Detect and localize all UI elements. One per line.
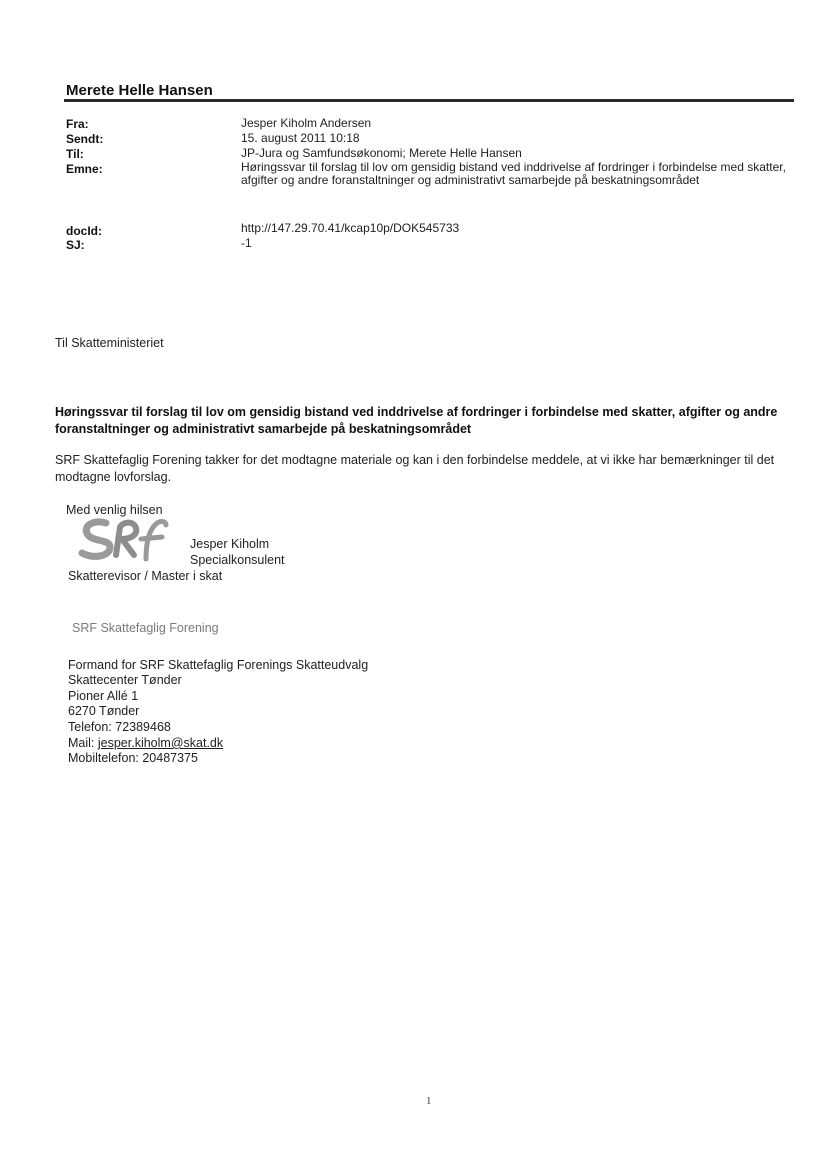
contact-mail-label: Mail:	[68, 736, 98, 750]
letter-paragraph: SRF Skattefaglig Forening takker for det modtagne materiale og kan i den forbindelse meddele, at vi ikke har bemærkninger til det modtagne lovforslag.	[55, 453, 775, 484]
signer-name: Jesper Kiholm	[190, 537, 270, 551]
docid-value: http://147.29.70.41/kcap10p/DOK545733	[241, 221, 460, 235]
signer-credentials: Skatterevisor / Master i skat	[68, 569, 223, 583]
sent-label: Sendt:	[66, 132, 104, 146]
email-link[interactable]: jesper.kiholm@skat.dk	[97, 736, 224, 750]
mailbox-owner-name: Merete Helle Hansen	[66, 82, 213, 99]
closing: Med venlig hilsen	[66, 503, 163, 517]
from-label: Fra:	[66, 117, 89, 131]
to-value: JP-Jura og Samfundsøkonomi; Merete Helle Hansen	[241, 146, 522, 160]
sj-value: -1	[241, 236, 252, 250]
contact-role: Formand for SRF Skattefaglig Forenings Skatteudvalg	[68, 658, 369, 672]
contact-street: Pioner Allé 1	[68, 689, 139, 703]
contact-city: 6270 Tønder	[68, 704, 140, 718]
from-value: Jesper Kiholm Andersen	[241, 116, 372, 130]
subject-label: Emne:	[66, 162, 103, 176]
docid-label: docId:	[66, 224, 102, 238]
to-label: Til:	[66, 147, 84, 161]
contact-phone: Telefon: 72389468	[68, 720, 171, 734]
sj-label: SJ:	[66, 238, 85, 252]
header-divider	[64, 99, 794, 102]
sent-value: 15. august 2011 10:18	[241, 131, 360, 145]
contact-mobile: Mobiltelefon: 20487375	[68, 751, 198, 765]
page-number: 1	[426, 1095, 432, 1107]
organization-name: SRF Skattefaglig Forening	[72, 621, 219, 635]
contact-workplace: Skattecenter Tønder	[68, 673, 182, 687]
contact-mail-line	[68, 736, 223, 750]
signer-title: Specialkonsulent	[190, 553, 285, 567]
subject-value: Høringssvar til forslag til lov om gensidig bistand ved inddrivelse af fordringer i forbindelse med skatter, afgifter og andre foranstaltninger og administrativt samarbejde på beskatningsområdet	[241, 160, 786, 187]
salutation: Til Skatteministeriet	[55, 336, 164, 350]
letter-heading: Høringssvar til forslag til lov om gensidig bistand ved inddrivelse af fordringer i forbindelse med skatter, afgifter og andre foranstaltninger og administrativt samarbejde på beskatningsområdet	[55, 405, 778, 436]
srf-logo	[76, 515, 171, 565]
